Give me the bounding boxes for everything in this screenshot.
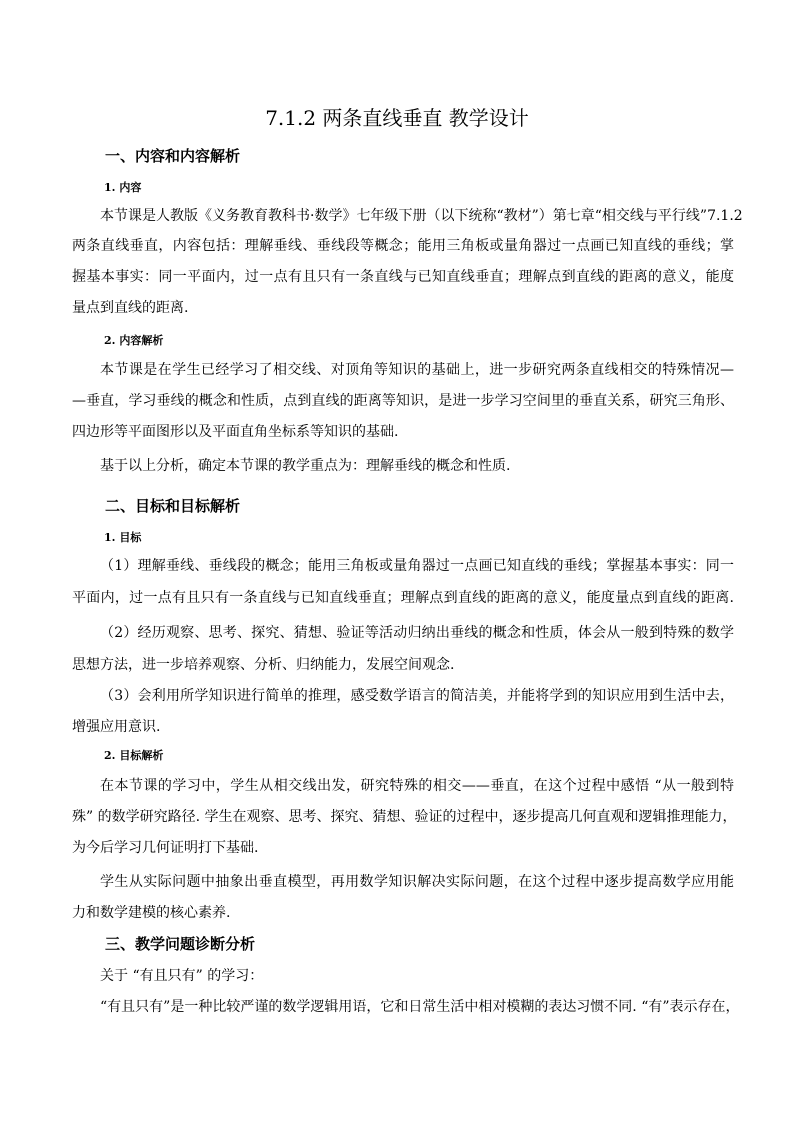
subheading-content-analysis: 2. 内容解析 [104,334,164,347]
goal-line: 增强应用意识. [72,719,161,735]
document-title: 7.1.2 两条直线垂直 教学设计 [265,106,529,130]
goal-line: 思想方法，进一步培养观察、分析、归纳能力，发展空间观念. [72,657,455,673]
analysis-line: 学生从实际问题中抽象出垂直模型，再用数学知识解决实际问题，在这个过程中逐步提高数学应用能 [100,874,734,890]
goal-line: （1）理解垂线、垂线段的概念；能用三角板或量角器过一点画已知直线的垂线；掌握基本事实：同一 [100,558,734,574]
analysis-line: 力和数学建模的核心素养. [72,905,231,921]
analysis-line: 在本节课的学习中，学生从相交线出发，研究特殊的相交——垂直，在这个过程中感悟 “从一般到特 [100,778,734,794]
paragraph-line: 两条直线垂直，内容包括：理解垂线、垂线段等概念；能用三角板或量角器过一点画已知直线的垂线；掌 [72,238,734,254]
paragraph-line: —垂直，学习垂线的概念和性质，点到直线的距离等知识，是进一步学习空间里的垂直关系，研究三角形、 [72,393,734,409]
goal-line: （3）会利用所学知识进行简单的推理，感受数学语言的简洁美，并能将学到的知识应用到生活中去， [100,688,734,704]
analysis-line: 为今后学习几何证明打下基础. [72,840,259,856]
paragraph-line: “有且只有”是一种比较严谨的数学逻辑用语，它和日常生活中相对模糊的表达习惯不同. “有”表示存在， [100,999,740,1015]
subheading-content: 1. 内容 [104,181,142,194]
section-heading-goals: 二、目标和目标解析 [105,497,241,515]
paragraph-line: 四边形等平面图形以及平面直角坐标系等知识的基础. [72,424,399,440]
subheading-goals: 1. 目标 [104,531,142,544]
section-heading-content: 一、内容和内容解析 [105,147,241,165]
paragraph-line: 本节课是在学生已经学习了相交线、对顶角等知识的基础上，进一步研究两条直线相交的特殊情况— [100,362,734,378]
paragraph-line: 量点到直线的距离. [72,300,189,316]
goal-line: （2）经历观察、思考、探究、猜想、验证等活动归纳出垂线的概念和性质，体会从一般到特殊的数学 [100,625,734,641]
subheading-goal-analysis: 2. 目标解析 [104,749,164,762]
section-heading-diagnosis: 三、教学问题诊断分析 [105,935,256,953]
paragraph-line: 关于 “有且只有” 的学习： [100,968,264,984]
paragraph-line: 本节课是人教版《义务教育教科书·数学》七年级下册（以下统称“教材”）第七章“相交线与平行线”7.1.2 [100,208,743,224]
paragraph-line: 握基本事实：同一平面内，过一点有且只有一条直线与已知直线垂直；理解点到直线的距离的意义，能度 [72,269,734,285]
goal-line: 平面内，过一点有且只有一条直线与已知直线垂直；理解点到直线的距离的意义，能度量点到直线的距离. [72,590,734,606]
analysis-line: 殊” 的数学研究路径. 学生在观察、思考、探究、猜想、验证的过程中，逐步提高几何直观和逻辑推理能力， [72,809,737,825]
key-point-line: 基于以上分析，确定本节课的教学重点为：理解垂线的概念和性质. [100,458,511,474]
